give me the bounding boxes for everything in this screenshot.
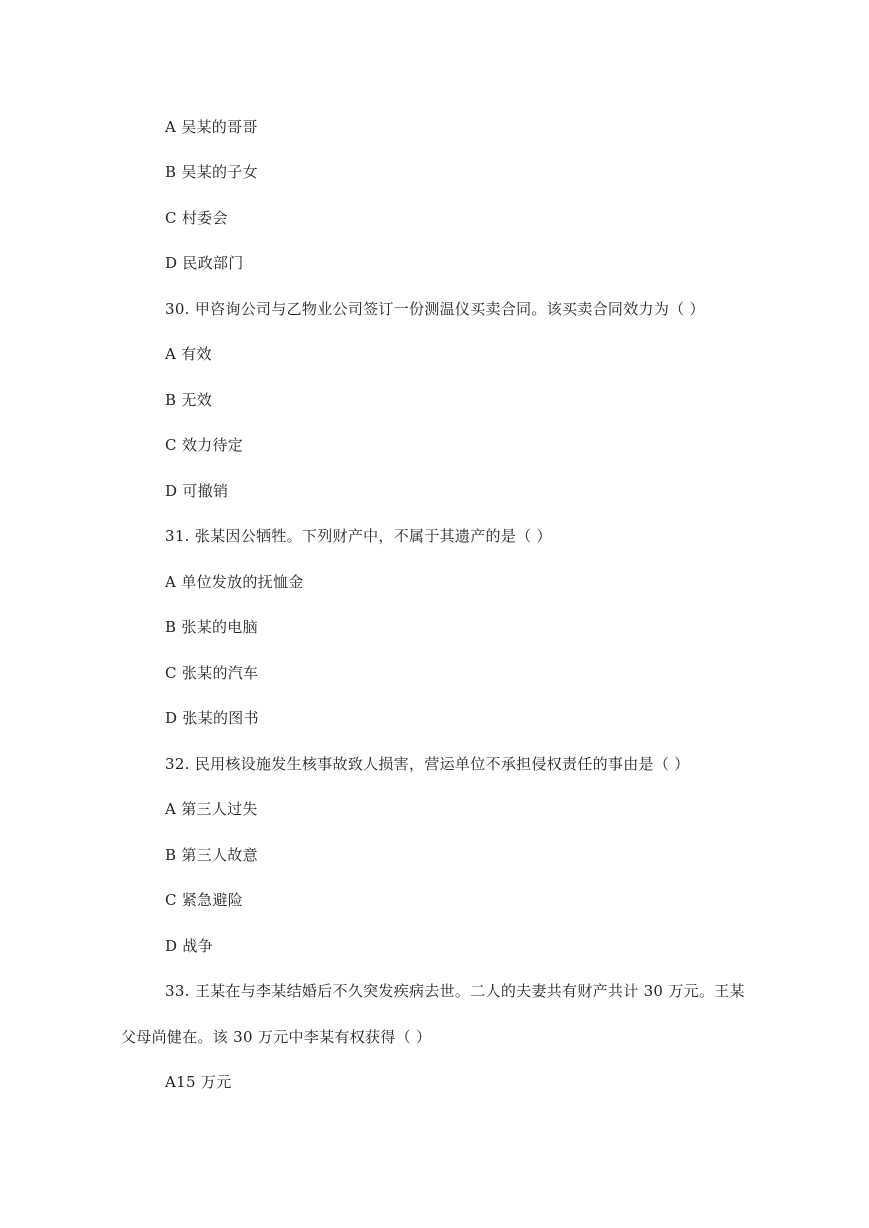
q32-option-d: D 战争 [165, 937, 213, 955]
q31-option-c: C 张某的汽车 [165, 664, 259, 682]
q29-option-b: B 吴某的子女 [165, 163, 258, 181]
q30-option-b: B 无效 [165, 391, 212, 409]
q30-option-d: D 可撤销 [165, 482, 229, 500]
question-31: 31. 张某因公牺牲。下列财产中，不属于其遗产的是（ ） [165, 527, 552, 545]
q29-option-d: D 民政部门 [165, 254, 244, 272]
q30-option-c: C 效力待定 [165, 436, 244, 454]
question-33-line-1: 33. 王某在与李某结婚后不久突发疾病去世。二人的夫妻共有财产共计 30 万元。王某 [165, 982, 745, 1000]
q29-option-a: A 吴某的哥哥 [165, 118, 258, 136]
question-32: 32. 民用核设施发生核事故致人损害，营运单位不承担侵权责任的事由是（ ） [165, 755, 690, 773]
q31-option-d: D 张某的图书 [165, 709, 259, 727]
question-33-line-2: 父母尚健在。该 30 万元中李某有权获得（ ） [121, 1028, 432, 1046]
q30-option-a: A 有效 [165, 345, 212, 363]
q29-option-c: C 村委会 [165, 209, 228, 227]
q32-option-a: A 第三人过失 [165, 800, 258, 818]
q31-option-a: A 单位发放的抚恤金 [165, 573, 304, 591]
q32-option-b: B 第三人故意 [165, 846, 258, 864]
q31-option-b: B 张某的电脑 [165, 618, 258, 636]
q32-option-c: C 紧急避险 [165, 891, 244, 909]
q33-option-a: A15 万元 [165, 1073, 232, 1091]
question-30: 30. 甲咨询公司与乙物业公司签订一份测温仪买卖合同。该买卖合同效力为（ ） [165, 300, 705, 318]
